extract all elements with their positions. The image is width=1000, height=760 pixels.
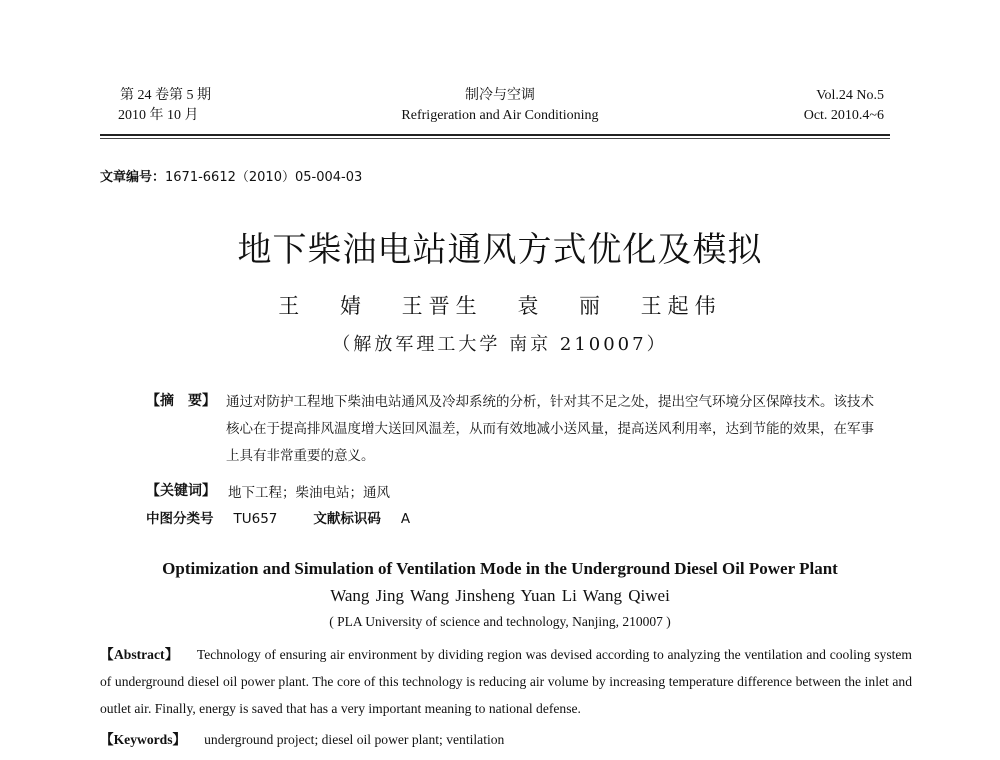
volume-issue: 第 24 卷第 5 期 xyxy=(120,88,211,103)
keywords-cn-text: 地下工程；柴油电站；通风 xyxy=(228,485,390,501)
keywords-cn-label: 【关键词】 xyxy=(146,483,216,499)
abstract-cn-text: 通过对防护工程地下柴油电站通风及冷却系统的分析，针对其不足之处，提出空气环境分区保障技术。该技术核心在于提高排风温度增大送回风温差，从而有效地减小送风量，提高送风利用率，达到节能的效果，在军事上具有非常重要的意义。 xyxy=(226,394,874,464)
authors-en: Wang Jing Wang Jinsheng Yuan Li Wang Qiwei xyxy=(330,586,670,605)
abstract-en-label: 【Abstract】 xyxy=(100,647,179,662)
publish-date-cn: 2010 年 10 月 xyxy=(118,108,199,123)
journal-issue-en xyxy=(804,86,884,126)
abstract-en-text: Technology of ensuring air environment by dividing region was devised according to analyzing the ventilation and cooling system of underground diesel oil power plant. The core of this technology is reducing air volume by increasing temperature difference between the inlet and outlet air. Finally, energy is saved that has a very important meaning to national defense. xyxy=(100,647,912,716)
doc-code-label: 文献标识码 xyxy=(313,511,381,527)
date-pages-en: Oct. 2010.4~6 xyxy=(803,108,884,123)
authors-cn: 王 婧 王晋生 袁 丽 王起伟 xyxy=(278,294,722,318)
volume-number-en: Vol.24 No.5 xyxy=(816,88,884,103)
abstract-cn-label: 【摘 要】 xyxy=(146,393,216,409)
keywords-en-text: underground project; diesel oil power plant; ventilation xyxy=(204,732,505,747)
header-rule-thick xyxy=(100,134,890,136)
doc-code-value: A xyxy=(400,511,411,527)
paper-title-en: Optimization and Simulation of Ventilation Mode in the Underground Diesel Oil Power Plant xyxy=(162,559,838,578)
article-number xyxy=(100,166,362,185)
affiliation-en: ( PLA University of science and technology, Nanjing, 210007 ) xyxy=(329,614,671,629)
abstract-en xyxy=(100,641,912,722)
journal-name-en: Refrigeration and Air Conditioning xyxy=(401,108,599,123)
affiliation-cn: （解放军理工大学 南京 210007） xyxy=(332,334,668,355)
keywords-en xyxy=(100,728,504,748)
paper-title-cn: 地下柴油电站通风方式优化及模拟 xyxy=(237,230,763,270)
clc-value: TU657 xyxy=(233,511,278,527)
article-number-label: 文章编号： xyxy=(100,170,166,185)
classification-row xyxy=(146,507,410,527)
keywords-en-label: 【Keywords】 xyxy=(100,732,187,747)
journal-name-cn: 制冷与空调 xyxy=(465,88,535,103)
article-number-value: 1671-6612（2010）05-004-03 xyxy=(165,170,363,185)
clc-label: 中图分类号 xyxy=(146,511,214,527)
header-rule-thin xyxy=(100,138,890,139)
